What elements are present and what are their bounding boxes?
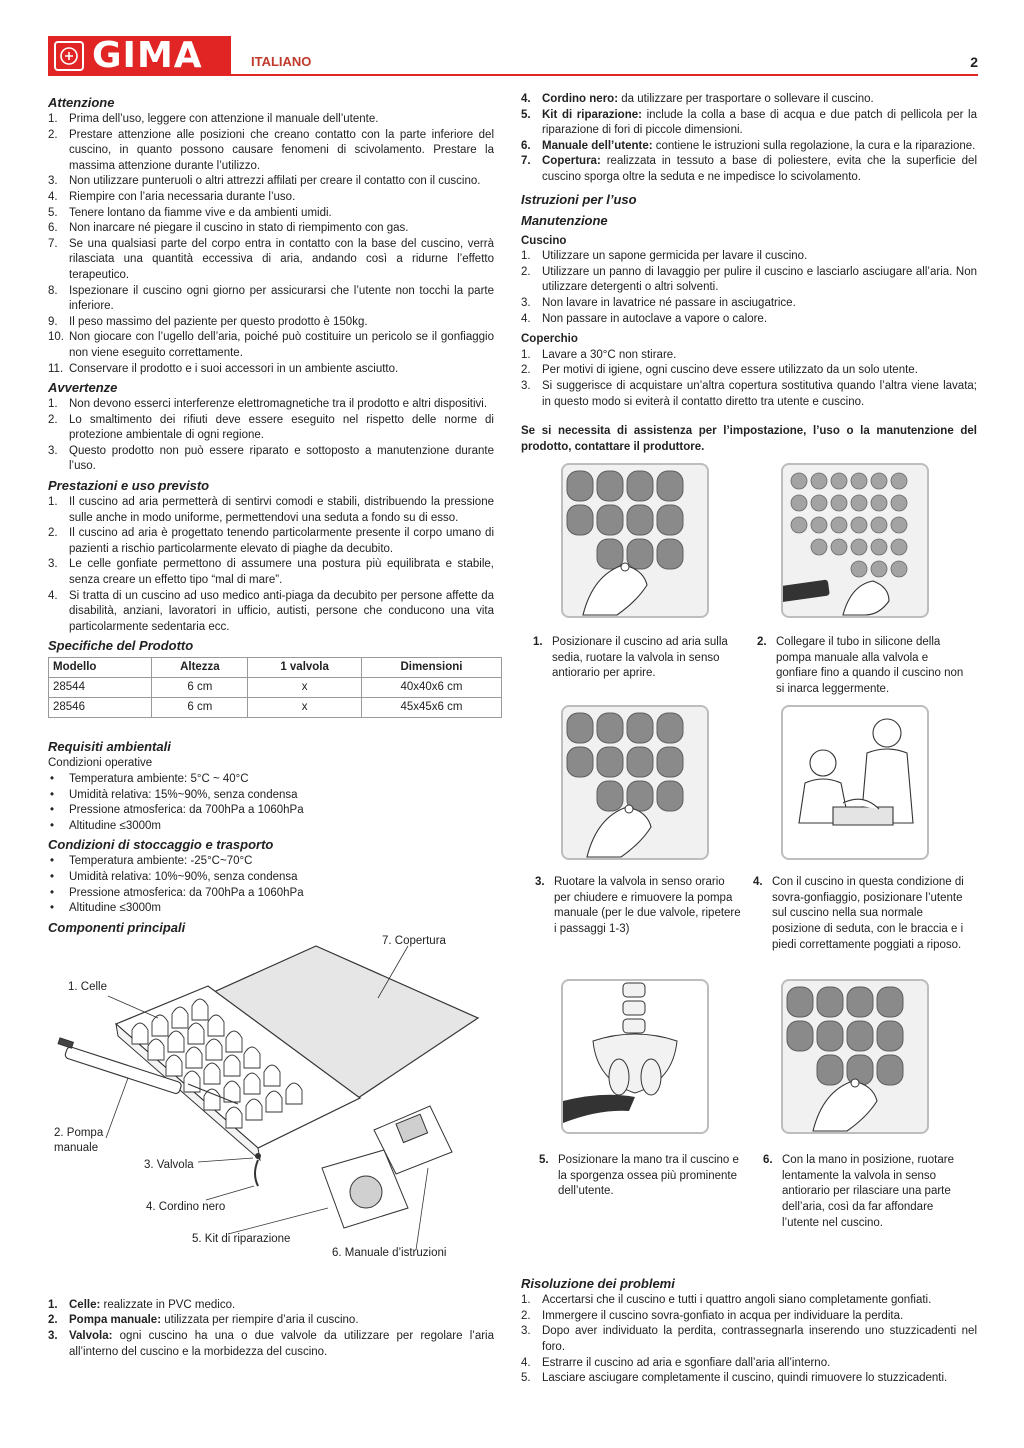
- table-cell: 28544: [49, 678, 152, 698]
- section-title-specifiche: Specifiche del Prodotto: [48, 638, 194, 654]
- subsection-cuscino: Cuscino: [521, 234, 567, 247]
- list-item: 6. Manuale dell’utente: contiene le istruzioni sulla regolazione, la cura e la riparazione.: [521, 139, 976, 152]
- list-item: 5. Tenere lontano da fiamme vive e da ambienti umidi.: [48, 206, 332, 219]
- step-1-caption: 1. Posizionare il cuscino ad aria sulla sedia, ruotare la valvola in senso antiorario per aprire.: [533, 636, 728, 680]
- list-item: 2. Utilizzare un panno di lavaggio per pulire il cuscino e lasciarlo asciugare all’aria. Non utilizzare detergenti o altri solventi.: [521, 265, 977, 294]
- language-label: ITALIANO: [251, 54, 312, 69]
- list-item: 2. Lo smaltimento dei rifiuti deve essere eseguito nel rispetto delle norme di protezione ambientale di ogni regione.: [48, 413, 494, 442]
- table-cell: 28546: [49, 698, 152, 718]
- header-divider: [231, 74, 978, 76]
- brand-name: GIMA: [92, 35, 203, 76]
- list-item: • Umidità relativa: 15%~90%, senza condensa: [50, 788, 298, 801]
- section-title-attenzione: Attenzione: [48, 95, 115, 110]
- spec-table: [48, 657, 502, 718]
- table-cell: x: [248, 678, 362, 698]
- list-item: 2. Pompa manuale: utilizzata per riempire d’aria il cuscino.: [48, 1314, 359, 1327]
- table-row: [49, 698, 502, 718]
- table-header-row: [49, 658, 502, 678]
- list-item: 4. Si tratta di un cuscino ad uso medico anti-piaga da decubito per persone affette da disabilità, anziani, lavoratori in ufficio, autisti, persone che conducono una vita particolarmente sedentaria ecc.: [48, 589, 494, 633]
- table-row: [49, 678, 502, 698]
- step-4-caption: 4. Con il cuscino in questa condizione di sovra-gonfiaggio, posizionare l’utente sul cuscino nella sua normale posizione di seduta, con le braccia e i piedi correttamente poggiati a riposo.: [753, 876, 964, 951]
- list-item: 3. Questo prodotto non può essere riparato e sottoposto a manutenzione durante l’uso.: [48, 444, 494, 473]
- list-avvertenze: [48, 397, 494, 475]
- list-item: 5. Lasciare asciugare completamente il cuscino, quindi rimuovere lo stuzzicadenti.: [521, 1372, 948, 1385]
- section-title-prestazioni: Prestazioni e uso previsto: [48, 478, 210, 494]
- list-item: 1. Utilizzare un sapone germicida per lavare il cuscino.: [521, 250, 808, 263]
- list-item: 1. Il cuscino ad aria permetterà di sentirvi comodi e stabili, distribuendo la pressione sulle anche in modo uniforme, permettendovi una seduta a fondo su di esso.: [48, 496, 494, 524]
- page-header: [48, 36, 978, 80]
- list-item: 2. Immergere il cuscino sovra-gonfiato in acqua per individuare la perdita.: [521, 1309, 904, 1322]
- label-cordino: 4. Cordino nero: [146, 1200, 226, 1213]
- label-celle: 1. Celle: [68, 980, 107, 993]
- list-item: 4. Riempire con l’aria necessaria durante l’uso.: [48, 190, 296, 203]
- section-title-manutenzione: Manutenzione: [521, 212, 608, 228]
- list-item: 11. Conservare il prodotto e i suoi accessori in un ambiente asciutto.: [48, 362, 399, 375]
- right-column: [521, 92, 977, 1387]
- list-risoluzione: [521, 1293, 977, 1387]
- list-item: 4. Non passare in autoclave a vapore o calore.: [521, 312, 768, 325]
- step-6-image: [781, 979, 929, 1134]
- usage-steps: [521, 463, 977, 1273]
- list-item: • Pressione atmosferica: da 700hPa a 1060hPa: [50, 886, 304, 899]
- list-item: • Altitudine ≤3000m: [50, 819, 161, 832]
- label-copertura: 7. Copertura: [382, 934, 446, 947]
- step-2-image: [781, 463, 929, 618]
- list-item: • Temperatura ambiente: -25°C~70°C: [50, 855, 253, 868]
- table-cell: 6 cm: [152, 678, 248, 698]
- col-modello: Modello: [49, 658, 152, 678]
- list-item: 8. Ispezionare il cuscino ogni giorno per assicurarsi che l’utente non tocchi la parte inferiore.: [48, 284, 494, 313]
- list-item: 3. Si suggerisce di acquistare un’altra copertura sostitutiva quando l’altra viene lavata; in questo modo si eviterà il contatto diretto tra utente e cuscino.: [521, 379, 977, 408]
- table-cell: x: [248, 698, 362, 718]
- list-item: 7. Copertura: realizzata in tessuto a base di poliestere, evita che la superficie del cuscino sporga oltre la seduta e ne impedisce lo scivolamento.: [521, 155, 977, 183]
- step-6-caption: 6. Con la mano in posizione, ruotare lentamente la valvola in senso antiorario per rilasciare una parte dell’aria, così da far affondare l’utente nel cuscino.: [763, 1154, 954, 1229]
- list-cuscino: [521, 249, 977, 327]
- step-3-image: [561, 705, 709, 860]
- list-item: 5. Kit di riparazione: include la colla a base di acqua e due patch di pellicola per la riparazione di fori di piccole dimensioni.: [521, 108, 978, 137]
- list-item: 4. Estrarre il cuscino ad aria e sgonfiare dall’aria all’interno.: [521, 1356, 831, 1369]
- subsection-coperchio: Coperchio: [521, 333, 578, 346]
- step-1-image: [561, 463, 709, 618]
- step-2-caption: 2. Collegare il tubo in silicone della pompa manuale alla valvola e gonfiare fino a quando il cuscino non si inarca leggermente.: [757, 636, 964, 696]
- list-item: • Umidità relativa: 10%~90%, senza condensa: [50, 870, 298, 883]
- list-attenzione: [48, 112, 494, 377]
- section-title-risoluzione: Risoluzione dei problemi: [521, 1276, 675, 1292]
- list-item: 3. Non lavare in lavatrice né passare in asciugatrice.: [521, 296, 796, 309]
- list-item: 1. Accertarsi che il cuscino e tutti i quattro angoli siano completamente gonfiati.: [521, 1294, 932, 1307]
- step-5-caption: 5. Posizionare la mano tra il cuscino e la sporgenza ossea più prominente dell’utente.: [539, 1154, 739, 1198]
- col-altezza: Altezza: [152, 658, 248, 678]
- table-cell: 6 cm: [152, 698, 248, 718]
- left-column: [48, 92, 494, 1360]
- list-prestazioni: [48, 495, 494, 635]
- list-item: 1. Non devono esserci interferenze elettromagnetiche tra il prodotto e altri dispositivi.: [48, 398, 488, 411]
- step-5-image: [561, 979, 709, 1134]
- label-valvola: 3. Valvola: [144, 1158, 194, 1171]
- list-item: 3. Dopo aver individuato la perdita, contrassegnarla inserendo uno stuzzicadenti nel foro.: [521, 1325, 977, 1354]
- list-coperchio: [521, 348, 977, 410]
- list-item: 3. Le celle gonfiate permettono di assumere una postura più equilibrata e stabile, senza creare un effetto tipo “mal di mare”.: [48, 558, 494, 587]
- section-title-componenti: Componenti principali: [48, 919, 186, 935]
- list-item: 2. Prestare attenzione alle posizioni che creano contatto con la parte inferiore del cuscino, in quanto possono causare fenomeni di scivolamento. Prestare la massima attenzione durante l’utilizzo.: [48, 128, 494, 172]
- col-dimensioni: Dimensioni: [361, 658, 501, 678]
- list-item: 2. Il cuscino ad aria è progettato tenendo particolarmente presente il corpo umano di pazienti a rischio particolarmente elevato di piaghe da decubito.: [48, 527, 494, 555]
- page-number: 2: [970, 54, 978, 70]
- list-requisiti: [48, 772, 494, 834]
- list-item: 9. Il peso massimo del paziente per questo prodotto è 150kg.: [48, 315, 368, 328]
- list-item: • Temperatura ambiente: 5°C ~ 40°C: [50, 773, 249, 785]
- requisiti-subtitle: Condizioni operative: [48, 757, 153, 770]
- list-item: • Pressione atmosferica: da 700hPa a 1060hPa: [50, 804, 304, 817]
- section-title-stoccaggio: Condizioni di stoccaggio e trasporto: [48, 837, 274, 853]
- list-item: 7. Se una qualsiasi parte del corpo entra in contatto con la base del cuscino, verrà rilasciata una quantità eccessiva di aria, andando così a ridurne l’effetto terapeutico.: [48, 237, 494, 281]
- table-cell: 45x45x6 cm: [361, 698, 501, 718]
- col-valvola: 1 valvola: [248, 658, 362, 678]
- list-item: 1. Prima dell’uso, leggere con attenzione il manuale dell’utente.: [48, 113, 379, 125]
- section-title-istruzioni: Istruzioni per l’uso: [521, 191, 637, 207]
- assistance-note: Se si necessita di assistenza per l’impostazione, l’uso o la manutenzione del prodotto, contattare il produttore.: [521, 425, 977, 453]
- list-componenti-b: [521, 92, 977, 186]
- label-pompa: 2. Pompa manuale: [54, 1126, 104, 1155]
- list-item: • Altitudine ≤3000m: [50, 902, 161, 915]
- list-stoccaggio: [48, 854, 494, 916]
- list-componenti-a: [48, 1298, 494, 1360]
- list-item: 6. Non inarcare né piegare il cuscino in stato di riempimento con gas.: [48, 222, 409, 235]
- list-item: 3. Non utilizzare punteruoli o altri attrezzi affilati per creare il contatto con il cuscino.: [48, 175, 481, 188]
- list-item: 1. Celle: realizzate in PVC medico.: [48, 1298, 236, 1311]
- list-item: 3. Valvola: ogni cuscino ha una o due valvole da utilizzare per regolare l’aria all’interno del cuscino e la morbidezza del cuscino.: [48, 1329, 494, 1358]
- step-4-image: [781, 705, 929, 860]
- section-title-requisiti: Requisiti ambientali: [48, 739, 171, 755]
- list-item: 1. Lavare a 30°C non stirare.: [521, 348, 677, 361]
- list-item: 2. Per motivi di igiene, ogni cuscino deve essere utilizzato da un solo utente.: [521, 364, 918, 377]
- list-item: 4. Cordino nero: da utilizzare per trasportare o sollevare il cuscino.: [521, 93, 874, 105]
- gima-emblem-icon: [54, 41, 84, 71]
- section-title-avvertenze: Avvertenze: [48, 380, 118, 396]
- table-cell: 40x40x6 cm: [361, 678, 501, 698]
- step-3-caption: 3. Ruotare la valvola in senso orario per chiudere e rimuovere la pompa manuale (per le due valvole, ripetere i passaggi 1-3): [535, 876, 741, 936]
- label-manuale: 6. Manuale d’istruzioni: [332, 1246, 447, 1259]
- gima-logo: [48, 36, 231, 76]
- label-kit: 5. Kit di riparazione: [192, 1232, 291, 1245]
- list-item: 10. Non giocare con l’ugello dell’aria, poiché può costituire un pericolo se il gonfiaggio non viene eseguito correttamente.: [48, 331, 494, 359]
- components-diagram: [48, 934, 494, 1298]
